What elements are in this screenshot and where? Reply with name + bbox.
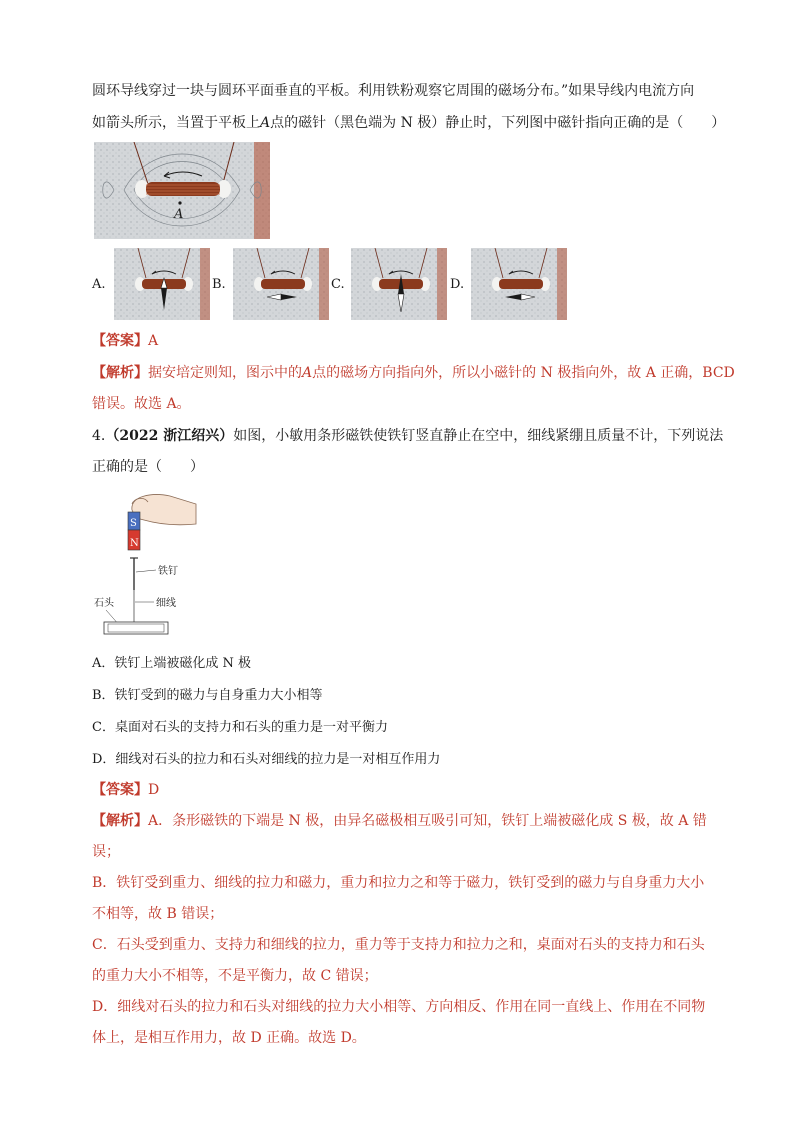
option-a-photo bbox=[114, 248, 210, 320]
q4-analysis-line-4: 不相等，故 B 错误； bbox=[92, 906, 224, 922]
q4-stem-line-1: 4.（2022 浙江绍兴）如图，小敏用条形磁铁使铁钉竖直静止在空中，细线紧绷且质量不计，下列说法 bbox=[92, 428, 724, 444]
q4-answer: 【答案】D bbox=[92, 782, 160, 798]
q4-stem-line-2: 正确的是（ ） bbox=[92, 459, 204, 475]
q4-analysis-line-8: 体上，是相互作用力，故 D 正确。故选 D。 bbox=[92, 1030, 366, 1046]
q3-analysis-line-2: 错误。故选 A。 bbox=[92, 396, 191, 412]
hand-icon bbox=[132, 495, 196, 525]
coil-magnetic-field-photo bbox=[94, 142, 270, 239]
q4-analysis-line-5: C．石头受到重力、支持力和细线的拉力，重力等于支持力和拉力之和，桌面对石头的支持力和石头 bbox=[92, 937, 705, 953]
q4-analysis-line-1: 【解析】A．条形磁铁的下端是 N 极，由异名磁极相互吸引可知，铁钉上端被磁化成 S 极，故 A 错 bbox=[92, 813, 707, 829]
option-c-label: C. bbox=[331, 277, 345, 292]
option-b-label: B. bbox=[212, 277, 226, 292]
option-c-photo bbox=[351, 248, 447, 320]
q3-analysis-line-1: 【解析】据安培定则知，图示中的A点的磁场方向指向外，所以小磁针的 N 极指向外，故 A 正确，BCD bbox=[92, 365, 735, 381]
q4-choice-a: A．铁钉上端被磁化成 N 极 bbox=[92, 656, 252, 671]
svg-text:S: S bbox=[130, 518, 137, 529]
q4-analysis-line-7: D．细线对石头的拉力和石头对细线的拉力大小相等、方向相反、作用在同一直线上、作用在不同物 bbox=[92, 999, 706, 1015]
magnet-nail-figure bbox=[92, 490, 202, 640]
svg-text:石头: 石头 bbox=[94, 598, 114, 609]
q3-answer: 【答案】A bbox=[92, 333, 159, 349]
svg-text:细线: 细线 bbox=[156, 598, 176, 609]
option-d-label: D. bbox=[450, 277, 465, 292]
photo-point-a-label: A bbox=[174, 207, 184, 222]
q3-stem-line-2: 如箭头所示，当置于平板上A点的磁针（黑色端为 N 极）静止时，下列图中磁针指向正确的是（ ） bbox=[92, 115, 726, 131]
q4-analysis-line-6: 的重力大小不相等，不是平衡力，故 C 错误； bbox=[92, 968, 378, 984]
q4-analysis-line-3: B．铁钉受到重力、细线的拉力和磁力，重力和拉力之和等于磁力，铁钉受到的磁力与自身重力大小 bbox=[92, 875, 705, 891]
option-d-photo bbox=[471, 248, 567, 320]
svg-text:N: N bbox=[130, 538, 139, 549]
svg-text:铁钉: 铁钉 bbox=[158, 566, 178, 577]
q4-choice-c: C．桌面对石头的支持力和石头的重力是一对平衡力 bbox=[92, 720, 388, 735]
option-a-label: A. bbox=[92, 277, 106, 292]
q4-choice-b: B．铁钉受到的磁力与自身重力大小相等 bbox=[92, 688, 323, 703]
q4-analysis-line-2: 误； bbox=[92, 844, 120, 860]
option-b-photo bbox=[233, 248, 329, 320]
q3-stem-line-1: 圆环导线穿过一块与圆环平面垂直的平板。利用铁粉观察它周围的磁场分布。”如果导线内电流方向 bbox=[92, 83, 695, 99]
q4-choice-d: D．细线对石头的拉力和石头对细线的拉力是一对相互作用力 bbox=[92, 752, 441, 767]
